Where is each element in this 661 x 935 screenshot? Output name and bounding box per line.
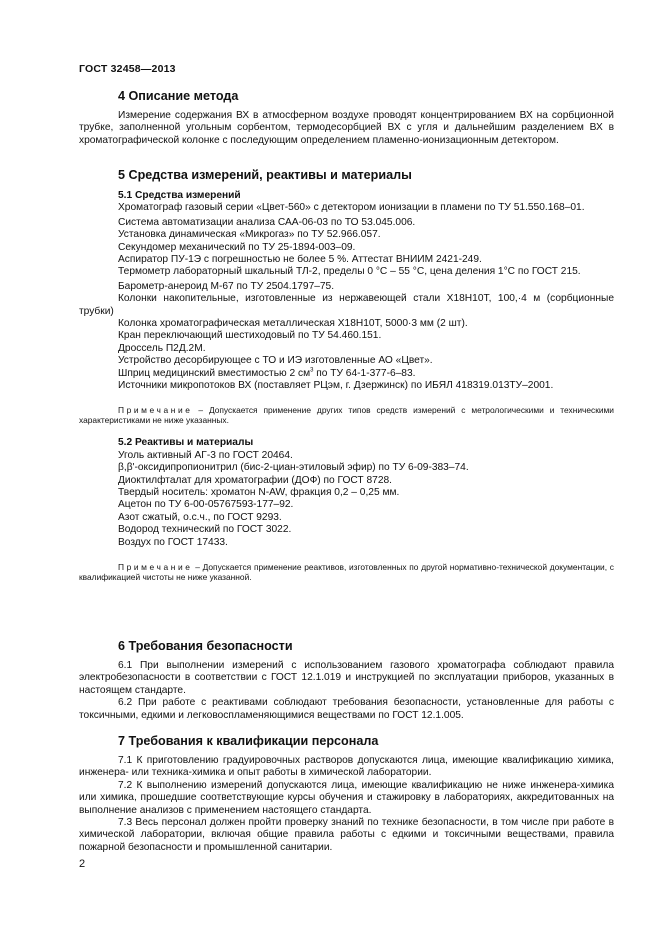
equipment-item: Термометр лабораторный шкальный ТЛ-2, пределы 0 °С – 55 °С, цена деления 1°С по ГОСТ 215. bbox=[118, 266, 581, 278]
reagent-item: Диоктилфталат для хроматографии (ДОФ) по ГОСТ 8728. bbox=[118, 474, 392, 486]
section-6-1-text: 6.1 При выполнении измерений с использованием газового хроматографа соблюдают правила электробезопасности в соответствии с ГОСТ 12.1.019 и инструкцией по эксплуатации приборов, указанных в настоящем стандарте. bbox=[79, 660, 614, 696]
equipment-item: Установка динамическая «Микрогаз» по ТУ 52.966.057. bbox=[118, 229, 381, 241]
section-4-text: Измерение содержания ВХ в атмосферном воздухе проводят концентрированием ВХ на сорбционной трубке, заполненной угольным сорбентом, термодесорбцией ВХ с угля и дальнейшим разделением ВХ в хроматографической колонке с последующим определением пламенно-ионизационным детектором. bbox=[79, 110, 614, 146]
equipment-item: Барометр-анероид М-67 по ТУ 2504.1797–75. bbox=[118, 280, 335, 292]
section-5-2-title: 5.2 Реактивы и материалы bbox=[118, 437, 254, 449]
reagent-item: Уголь активный АГ-3 по ГОСТ 20464. bbox=[118, 449, 293, 461]
reagent-item: β,β'-оксидипропионитрил (бис-2-циан-этиловый эфир) по ТУ 6-09-383–74. bbox=[118, 462, 469, 474]
reagent-item: Воздух по ГОСТ 17433. bbox=[118, 536, 228, 548]
section-7-2-text: 7.2 К выполнению измерений допускаются лица, имеющие квалификацию не ниже инженера-химика или химика, прошедшие соответствующие курсы обучения и стажировку в лабораториях, аккредитованных на выполнение анализов с применением настоящего стандарта. bbox=[79, 779, 614, 816]
note-1-label: Примечание bbox=[118, 404, 193, 415]
section-7 bbox=[79, 734, 614, 854]
note-1 bbox=[79, 405, 614, 426]
section-5-title: 5 Средства измерений, реактивы и материалы bbox=[118, 168, 412, 182]
note-2-text: – Допускается применение реактивов, изготовленных по другой нормативно-технической документации, с квалификацией чистоты не ниже указанной. bbox=[79, 561, 614, 583]
section-7-3-text: 7.3 Весь персонал должен пройти проверку знаний по технике безопасности, в том числе при работе в химической лаборатории, включая общие правила работы с едкими и токсичными веществами, правила пожарной безопасности и промышленной санитарии. bbox=[79, 817, 614, 853]
section-4-title: 4 Описание метода bbox=[118, 89, 239, 103]
page-number: 2 bbox=[79, 858, 86, 870]
section-7-1-text: 7.1 К приготовлению градуировочных растворов допускаются лица, имеющие квалификацию химика, инженера- или техника-химика и опыт работы в химической лаборатории. bbox=[79, 755, 614, 779]
equipment-item: Аспиратор ПУ-1Э с погрешностью не более 5 %. Аттестат ВНИИМ 2421-249. bbox=[118, 254, 482, 266]
reagent-item: Ацетон по ТУ 6-00-05767593-177–92. bbox=[118, 499, 294, 511]
section-7-title: 7 Требования к квалификации персонала bbox=[118, 734, 379, 748]
reagent-item: Водород технический по ГОСТ 3022. bbox=[118, 524, 292, 536]
section-5-1-title: 5.1 Средства измерений bbox=[118, 190, 241, 201]
syringe-text: Шприц медицинский вместимостью 2 см bbox=[118, 367, 311, 379]
syringe-superscript: 3 bbox=[310, 367, 314, 374]
equipment-item-syringe bbox=[79, 368, 614, 380]
reagent-item: Твердый носитель: хроматон N-AW, фракция 0,2 – 0,25 мм. bbox=[118, 486, 400, 498]
reagent-item: Азот сжатый, о.с.ч., по ГОСТ 9293. bbox=[118, 511, 282, 523]
equipment-item: Источники микропотоков ВХ (поставляет РЦэм, г. Дзержинск) по ИБЯЛ 418319.013ТУ–2001. bbox=[118, 380, 554, 392]
equipment-item: Колонка хроматографическая металлическая Х18Н10Т, 5000·3 мм (2 шт). bbox=[118, 318, 468, 330]
equipment-item: Система автоматизации анализа САА-06-03 по ТО 53.045.006. bbox=[118, 216, 416, 228]
note-1-text: – Допускается применение других типов средств измерений с метрологическими и техническими характеристиками не ниже указанных. bbox=[79, 404, 614, 425]
section-4 bbox=[79, 89, 614, 147]
equipment-item: Устройство десорбирующее с ТО и ИЭ изготовленные АО «Цвет». bbox=[118, 355, 433, 367]
document-header: ГОСТ 32458—2013 bbox=[79, 63, 176, 75]
note-2-label: Примечание bbox=[118, 561, 193, 572]
note-2 bbox=[79, 562, 614, 583]
equipment-item: Колонки накопительные, изготовленные из нержавеющей стали Х18Н10Т, 100,·4 м (сорбционные трубки) bbox=[79, 293, 614, 317]
equipment-item: Хроматограф газовый серии «Цвет-560» с детектором ионизации в пламени по ТУ 51.550.168–01. bbox=[118, 202, 585, 214]
syringe-tail: по ТУ 64-1-377-6–83. bbox=[313, 367, 416, 379]
section-5 bbox=[79, 168, 614, 583]
equipment-item: Секундомер механический по ТУ 25-1894-003–09. bbox=[118, 241, 356, 253]
equipment-item: Кран переключающий шестиходовый по ТУ 54.460.151. bbox=[118, 330, 382, 342]
section-6 bbox=[79, 639, 614, 722]
section-6-2-text: 6.2 При работе с реактивами соблюдают требования безопасности, установленные для работы с токсичными, едкими и легковоспламеняющимися веществами по ГОСТ 12.1.005. bbox=[79, 697, 614, 721]
equipment-item: Дроссель П2Д.2М. bbox=[118, 342, 206, 354]
section-6-title: 6 Требования безопасности bbox=[118, 639, 293, 653]
